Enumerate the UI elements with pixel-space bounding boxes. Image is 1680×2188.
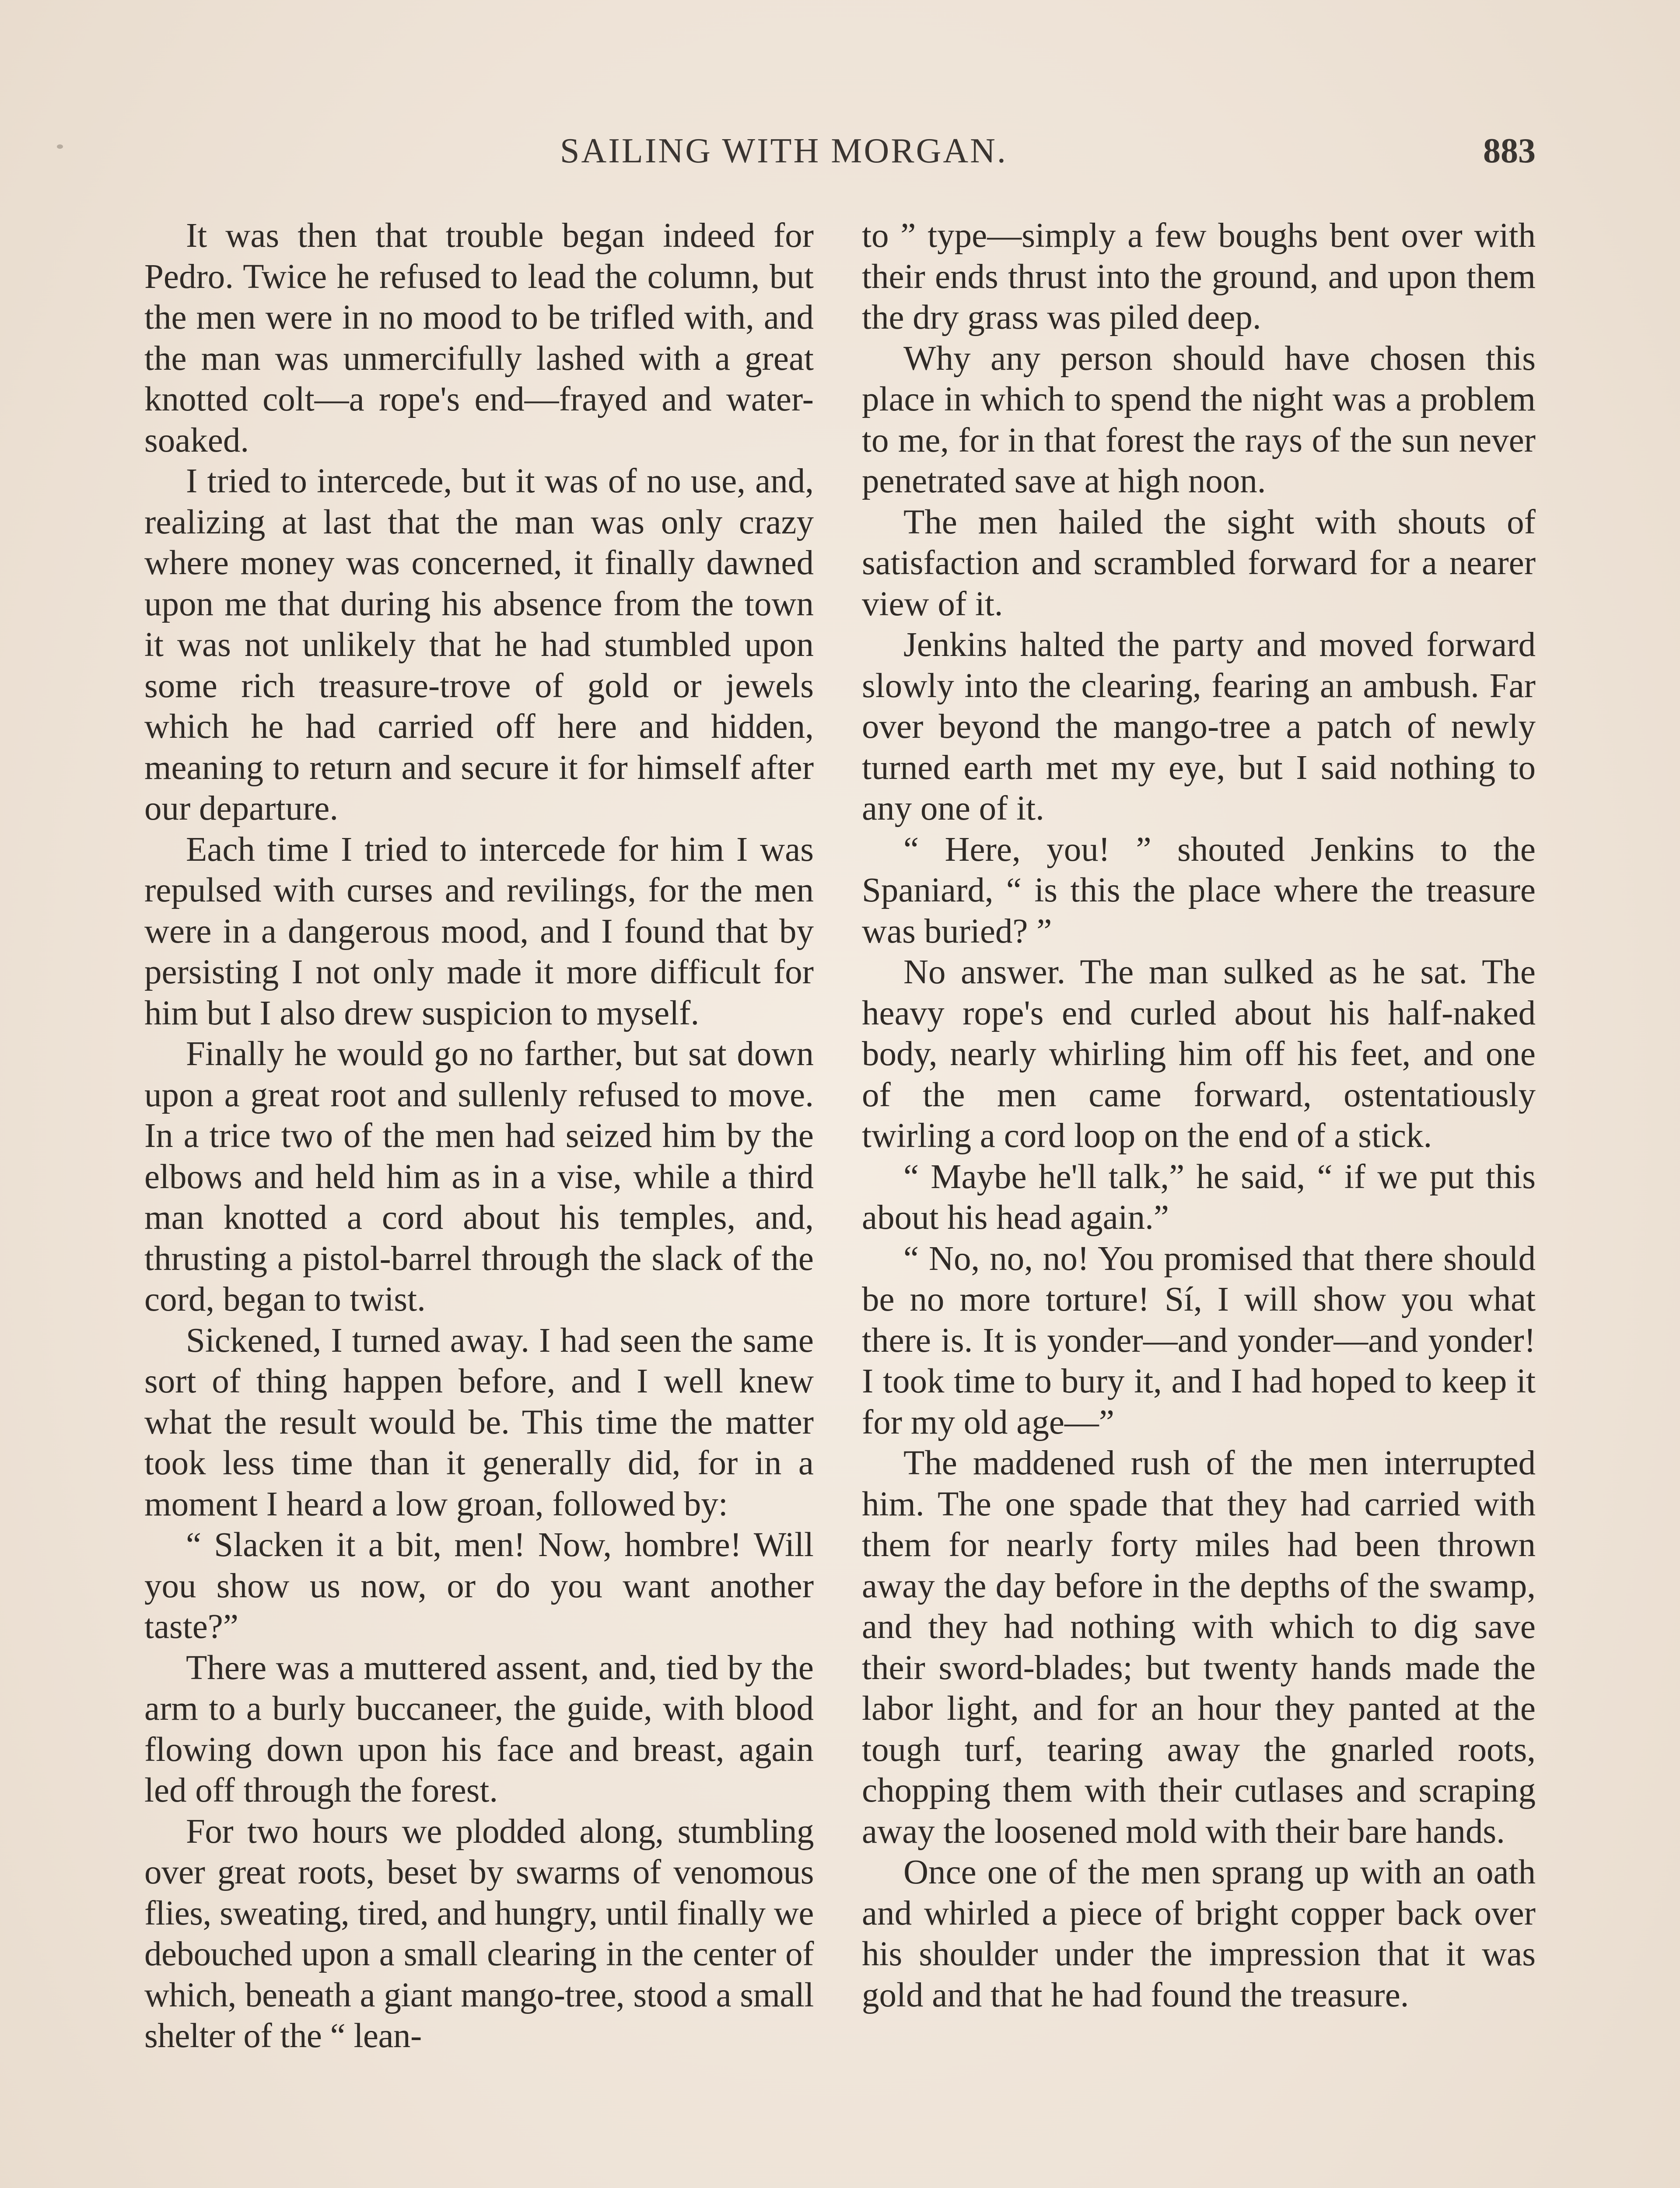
paragraph: The maddened rush of the men interrupted him. The one spade that they had carried with them for nearly forty miles had been thrown away the day before in the depths of the swamp, and they had nothing with which to dig save their sword-blades; but twenty hands made the labor light, and for an hour they panted at the tough turf, tearing away the gnarled roots, chopping them with their cutlases and scraping away the loosened mold with their bare hands. (862, 1444, 1536, 1851)
paragraph: Sickened, I turned away. I had seen the same sort of thing happen before, and I well knew what the result would be. This time the matter took less time than it generally did, for in a moment I heard a low groan, followed by: (144, 1321, 814, 1523)
paragraph: The men hailed the sight with shouts of satisfaction and scrambled forward for a nearer view of it. (862, 503, 1536, 623)
paragraph: Jenkins halted the party and moved forward slowly into the clearing, fearing an ambush. Far over beyond the mango-tree a patch of newly turned earth met my eye, but I said nothing to any one of it. (862, 626, 1536, 828)
paragraph: Once one of the men sprang up with an oath and whirled a piece of bright copper back over his shoulder under the impression that it was gold and that he had found the treasure. (862, 1853, 1536, 2014)
paragraph: I tried to intercede, but it was of no use, and, realizing at last that the man was only crazy where money was concerned, it finally dawned upon me that during his absence from the town it was not unlikely that he had stumbled upon some rich treasure-trove of gold or jewels which he had carried off here and hidden, meaning to return and secure it for himself after our departure. (144, 462, 814, 828)
paragraph: No answer. The man sulked as he sat. The heavy rope's end curled about his half-naked body, nearly whirling him off his feet, and one of the men came forward, ostentatiously twirling a cord loop on the end of a stick. (862, 953, 1536, 1155)
text-column-left (144, 215, 814, 2057)
text-column-right (862, 215, 1536, 2016)
paragraph: “ Slacken it a bit, men! Now, hombre! Will you show us now, or do you want another taste?” (144, 1526, 814, 1646)
paragraph: “ Maybe he'll talk,” he said, “ if we put this about his head again.” (862, 1157, 1536, 1237)
running-title: SAILING WITH MORGAN. (560, 132, 1008, 170)
paragraph: “ No, no, no! You promised that there should be no more torture! Sí, I will show you what there is. It is yonder—and yonder—and yonder! I took time to bury it, and I had hoped to keep it for my old age—” (862, 1239, 1536, 1441)
paragraph: For two hours we plodded along, stumbling over great roots, beset by swarms of venomous flies, sweating, tired, and hungry, until finally we debouched upon a small clearing in the center of which, beneath a giant mango-tree, stood a small shelter of the “ lean- (144, 1812, 814, 2055)
page-number: 883 (1483, 132, 1536, 170)
paper-speck (57, 144, 63, 149)
paragraph: “ Here, you! ” shouted Jenkins to the Spaniard, “ is this the place where the treasure was buried? ” (862, 830, 1536, 950)
paragraph-continued: to ” type—simply a few boughs bent over with their ends thrust into the ground, and upon them the dry grass was piled deep. (862, 217, 1536, 337)
paragraph: Finally he would go no farther, but sat down upon a great root and sullenly refused to move. In a trice two of the men had seized him by the elbows and held him as in a vise, while a third man knotted a cord about his temples, and, thrusting a pistol-barrel through the slack of the cord, began to twist. (144, 1035, 814, 1318)
paragraph: Each time I tried to intercede for him I was repulsed with curses and revilings, for the men were in a dangerous mood, and I found that by persisting I not only made it more difficult for him but I also drew suspicion to myself. (144, 830, 814, 1032)
paragraph: It was then that trouble began indeed for Pedro. Twice he refused to lead the column, but the men were in no mood to be trifled with, and the man was unmercifully lashed with a great knotted colt—a rope's end—frayed and water-soaked. (144, 217, 814, 459)
paragraph: There was a muttered assent, and, tied by the arm to a burly buccaneer, the guide, with blood flowing down upon his face and breast, again led off through the forest. (144, 1648, 814, 1809)
paragraph: Why any person should have chosen this place in which to spend the night was a problem to me, for in that forest the rays of the sun never penetrated save at high noon. (862, 339, 1536, 500)
